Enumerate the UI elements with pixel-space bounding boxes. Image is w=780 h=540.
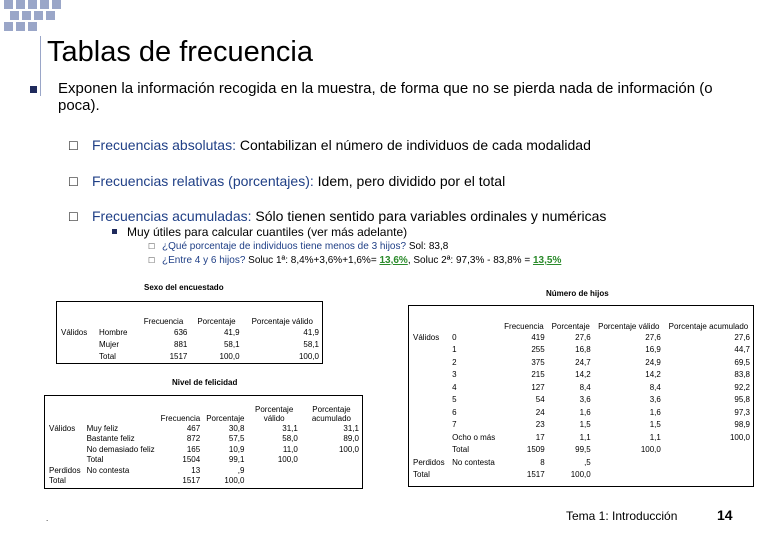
table-cell: 58,0 — [282, 434, 298, 444]
page-title: Tablas de frecuencia — [47, 36, 313, 68]
table-cell: 1,5 — [579, 420, 591, 430]
column-header: Porcentaje acumulado — [668, 322, 749, 331]
table-row — [46, 444, 362, 455]
table-row — [410, 331, 753, 344]
table-cell: Total — [413, 470, 430, 480]
table-cell: 1,1 — [579, 432, 591, 442]
table-cell — [301, 455, 362, 466]
table-cell: 16,8 — [575, 345, 591, 355]
corner-dot: . — [46, 514, 49, 523]
table-cell: 1,5 — [649, 420, 661, 430]
table-cell — [449, 469, 500, 482]
checkbox-bullet-icon: ☐ — [148, 256, 156, 265]
table-row — [410, 356, 753, 369]
table-cell: Total — [99, 351, 116, 361]
table-cell: 8,4 — [579, 382, 591, 392]
answer-text: Soluc 1ª: 8,4%+3,6%+1,6%= — [245, 255, 380, 266]
table-cell: 215 — [531, 370, 545, 380]
table-cell — [664, 456, 753, 469]
table-cell: 100,0 — [224, 476, 245, 486]
sub-bullet-2 — [92, 173, 505, 189]
table-cell: 99,1 — [228, 455, 245, 465]
table-cell: 10,9 — [228, 444, 245, 454]
table-cell: 41,9 — [223, 327, 240, 337]
table-row — [46, 476, 362, 487]
column-header: Porcentaje acumulado — [311, 405, 351, 423]
table-cell: 24 — [535, 407, 545, 417]
table-cell — [410, 394, 449, 407]
column-header: Frecuencia — [143, 317, 184, 326]
table-header-row — [410, 307, 753, 331]
table-felicidad — [46, 397, 362, 486]
table-row — [58, 350, 322, 362]
table-cell: 27,6 — [575, 332, 591, 342]
table-cell: 1,6 — [649, 407, 661, 417]
column-header — [410, 307, 449, 331]
table-cell: 44,7 — [734, 345, 750, 355]
table-cell — [410, 356, 449, 369]
bullet-marker — [112, 229, 117, 234]
answer-text: Sol: 83,8 — [406, 241, 449, 252]
table-cell — [46, 434, 84, 445]
table-cell: 13 — [191, 465, 201, 475]
table-cell: 57,5 — [228, 434, 245, 444]
table-header-row — [46, 397, 362, 423]
table-cell: Válidos — [61, 327, 88, 337]
table-cell: No demasiado feliz — [86, 444, 155, 454]
table-row — [410, 444, 753, 457]
column-header: Frecuencia — [160, 414, 201, 423]
sub-term: Frecuencias acumuladas: — [92, 208, 252, 224]
table-cell: 58,1 — [303, 339, 319, 349]
table-cell: 17 — [535, 432, 545, 442]
table-cell: Bastante feliz — [86, 434, 135, 444]
table-cell: Válidos — [49, 423, 76, 433]
table-cell: ,9 — [237, 465, 245, 475]
table-cell: 24,7 — [575, 357, 591, 367]
table-cell: 100,0 — [277, 455, 298, 465]
table-cell — [410, 444, 449, 457]
table-cell: 636 — [174, 327, 188, 337]
table-cell: 54 — [535, 395, 545, 405]
table-row — [410, 369, 753, 382]
sub-term: Frecuencias relativas (porcentajes): — [92, 173, 314, 189]
table-cell — [410, 381, 449, 394]
table-cell — [410, 419, 449, 432]
main-bullet-text: Exponen la información recogida en la muestra, de forma que no se pierda nada de información (o poca). — [58, 80, 713, 114]
table-cell — [664, 469, 753, 482]
table-cell: 6 — [452, 407, 457, 417]
table-cell: 872 — [186, 434, 201, 444]
table-cell: 7 — [452, 420, 457, 430]
table-cell — [594, 456, 664, 469]
table-cell: 100,0 — [298, 351, 319, 361]
table-cell: 467 — [186, 423, 201, 433]
sub-rest: Idem, pero dividido por el total — [313, 173, 506, 189]
column-header — [96, 304, 137, 326]
table-cell: 165 — [186, 444, 201, 454]
table-cell — [301, 476, 362, 487]
table-cell: 1517 — [169, 351, 188, 361]
table-cell: 100,0 — [640, 445, 661, 455]
table-cell: 100,0 — [219, 351, 240, 361]
column-header: Porcentaje — [197, 317, 236, 326]
table-row — [58, 338, 322, 350]
table-cell: No contesta — [452, 457, 495, 467]
table-cell: Muy feliz — [86, 423, 119, 433]
table-cell: Perdidos — [49, 465, 81, 475]
table-row — [410, 469, 753, 482]
title-rule — [40, 36, 41, 96]
question-text: ¿Entre 4 y 6 hijos? — [162, 255, 246, 266]
table-cell — [247, 476, 300, 487]
table-cell: 1,6 — [579, 407, 591, 417]
level3-text: Muy útiles para calcular cuantiles (ver más adelante) — [127, 225, 408, 239]
table-cell: 5 — [452, 395, 457, 405]
table-cell: 14,2 — [645, 370, 661, 380]
column-header — [46, 397, 84, 423]
table-cell: 31,1 — [282, 423, 298, 433]
table-cell — [58, 338, 96, 350]
answer-mid: , Soluc 2ª: 97,3% - 83,8% = — [407, 255, 533, 266]
table-cell: 1517 — [526, 470, 545, 480]
table-cell: 92,2 — [734, 382, 750, 392]
table-cell: 375 — [531, 357, 545, 367]
table-cell: 100,0 — [570, 470, 591, 480]
table-cell — [301, 465, 362, 476]
table-cell: 881 — [174, 339, 188, 349]
table-cell: 83,8 — [734, 370, 750, 380]
table-row — [410, 406, 753, 419]
table-cell: 255 — [531, 345, 545, 355]
table-cell: 419 — [531, 332, 545, 342]
table-cell: 98,9 — [734, 420, 750, 430]
sub-bullet-3 — [92, 208, 606, 224]
table-cell — [410, 406, 449, 419]
table-cell: Total — [452, 445, 470, 455]
table-cell — [84, 476, 158, 487]
table-cell: Perdidos — [413, 457, 445, 467]
table-cell — [58, 350, 96, 362]
table-cell: Hombre — [99, 327, 128, 337]
table-cell: 1509 — [526, 445, 545, 455]
table-cell: Ocho o más — [452, 432, 496, 442]
table-cell: 127 — [531, 382, 545, 392]
table-cell: 24,9 — [645, 357, 661, 367]
page-number: 14 — [717, 507, 733, 523]
table-hijos — [410, 307, 753, 481]
table-header-row — [58, 304, 322, 326]
table-cell — [46, 455, 84, 466]
checkbox-bullet-icon: ☐ — [68, 210, 79, 224]
table-cell: 11,0 — [282, 444, 298, 454]
table-cell: 8 — [540, 457, 545, 467]
column-header — [84, 397, 158, 423]
table-cell: 1,1 — [649, 432, 661, 442]
table-cell: 89,0 — [343, 434, 359, 444]
table-cell: Total — [86, 455, 104, 465]
table-cell: Total — [49, 476, 66, 486]
table-cell: 3,6 — [579, 395, 591, 405]
table-cell — [410, 369, 449, 382]
table-cell: 3 — [452, 370, 457, 380]
checkbox-bullet-icon: ☐ — [68, 139, 79, 153]
table-cell: 99,5 — [575, 445, 591, 455]
table-cell: 100,0 — [338, 444, 359, 454]
bullet-marker — [30, 86, 37, 93]
table-row — [410, 431, 753, 444]
column-header — [58, 304, 96, 326]
table-cell: 95,8 — [734, 395, 750, 405]
table-cell: 58,1 — [223, 339, 240, 349]
table-cell: 23 — [535, 420, 545, 430]
checkbox-bullet-icon: ☐ — [148, 242, 156, 251]
table-row — [46, 423, 362, 434]
table-row — [58, 326, 322, 338]
table-cell: 1 — [452, 345, 457, 355]
table-cell: 41,9 — [303, 327, 319, 337]
table-row — [46, 455, 362, 466]
table-felicidad-caption: Nivel de felicidad — [172, 378, 238, 387]
sub-bullet-1 — [92, 137, 591, 153]
table-cell: 100,0 — [729, 432, 750, 442]
table-cell: 1517 — [182, 476, 201, 486]
table-cell: Mujer — [99, 339, 120, 349]
table-row — [46, 465, 362, 476]
table-cell — [410, 431, 449, 444]
table-sexo-caption: Sexo del encuestado — [144, 283, 224, 292]
column-header: Porcentaje — [206, 414, 245, 423]
table-cell: 27,6 — [734, 332, 750, 342]
table-cell: 4 — [452, 382, 457, 392]
table-cell: 14,2 — [575, 370, 591, 380]
table-cell: ,5 — [584, 457, 591, 467]
table-row — [410, 381, 753, 394]
table-cell: 8,4 — [649, 382, 661, 392]
question-text: ¿Qué porcentaje de individuos tiene menos de 3 hijos? — [162, 241, 407, 252]
table-cell: 27,6 — [645, 332, 661, 342]
table-cell: 0 — [452, 332, 457, 342]
table-sexo — [58, 304, 322, 362]
table-cell: 1504 — [182, 455, 201, 465]
table-cell — [594, 469, 664, 482]
table-cell: 16,9 — [645, 345, 661, 355]
checkbox-bullet-icon: ☐ — [68, 175, 79, 189]
column-header: Porcentaje válido — [251, 317, 313, 326]
sub-rest: Sólo tienen sentido para variables ordinales y numéricas — [251, 208, 607, 224]
question-2 — [162, 255, 561, 266]
table-row — [410, 394, 753, 407]
sub-rest: Contabilizan el número de individuos de cada modalidad — [235, 137, 591, 153]
column-header — [449, 307, 500, 331]
column-header: Porcentaje válido — [598, 322, 660, 331]
table-cell — [247, 465, 300, 476]
table-cell: 2 — [452, 357, 457, 367]
table-row — [410, 456, 753, 469]
answer-value-2: 13,5% — [532, 255, 562, 266]
table-cell — [46, 444, 84, 455]
table-row — [410, 344, 753, 357]
table-row — [46, 434, 362, 445]
table-cell: 3,6 — [649, 395, 661, 405]
answer-value-1: 13,6% — [379, 255, 408, 266]
column-header: Porcentaje válido — [255, 405, 294, 423]
footer-text: Tema 1: Introducción — [566, 509, 678, 523]
table-cell: 69,5 — [734, 357, 750, 367]
table-hijos-caption: Número de hijos — [546, 289, 609, 298]
column-header: Porcentaje — [551, 322, 590, 331]
table-row — [410, 419, 753, 432]
table-cell: 30,8 — [228, 423, 245, 433]
table-cell: No contesta — [86, 465, 130, 475]
question-1 — [162, 241, 448, 252]
table-cell — [410, 344, 449, 357]
table-cell — [664, 444, 753, 457]
column-header: Frecuencia — [504, 322, 544, 331]
table-cell: 31,1 — [343, 423, 359, 433]
table-cell: Válidos — [413, 332, 440, 342]
sub-term: Frecuencias absolutas: — [92, 137, 236, 153]
table-cell: 97,3 — [734, 407, 750, 417]
